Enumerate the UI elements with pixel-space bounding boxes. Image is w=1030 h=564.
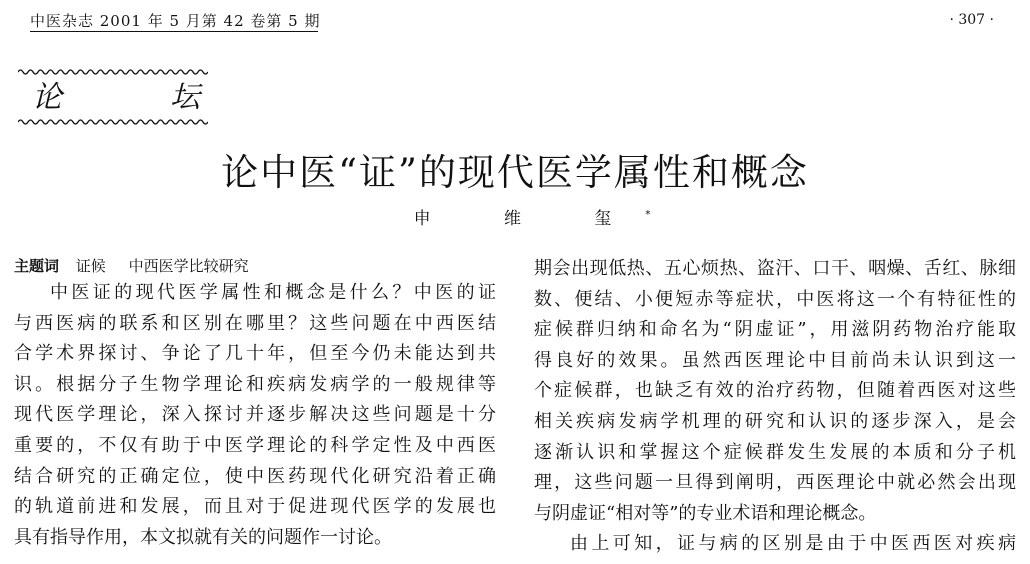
body-text-line: 识。根据分子生物学理论和疾病发病学的一般规律等 bbox=[14, 373, 496, 395]
body-text-line: 合学术界探讨、争论了几十年，但至今仍未能达到共 bbox=[14, 343, 496, 365]
journal-header: 中医杂志 2001 年 5 月第 42 卷第 5 期 bbox=[30, 12, 321, 30]
body-text-line: 与阴虚证“相对等”的专业术语和理论概念。 bbox=[534, 502, 877, 524]
section-label bbox=[32, 82, 200, 114]
body-text-line: 结合研究的正确定位，使中医药现代化研究沿着正确 bbox=[14, 465, 496, 487]
body-text-line: 重要的，不仅有助于中医学理论的科学定性及中西医 bbox=[14, 434, 496, 456]
body-text-line: 理，这些问题一旦得到阐明，西医理论中就必然会出现 bbox=[534, 472, 1016, 494]
body-text-line: 相关疾病发病学机理的研究和认识的逐步深入，是会 bbox=[534, 410, 1016, 432]
body-text-line: 症候群归纳和命名为“阴虚证”，用滋阴药物治疗能取 bbox=[534, 319, 1016, 341]
article-title: 论中医“证”的现代医学属性和概念 bbox=[221, 151, 809, 194]
body-text-line: 中医证的现代医学属性和概念是什么？中医的证 bbox=[50, 282, 496, 303]
body-text-line: 期会出现低热、五心烦热、盗汗、口干、咽燥、舌红、脉细 bbox=[534, 258, 1016, 279]
keyword-item: 证候 bbox=[75, 257, 106, 275]
right-column bbox=[534, 254, 1016, 560]
keywords-label: 主题词 bbox=[14, 257, 60, 275]
section-wave-rule-bottom bbox=[18, 118, 208, 126]
body-text-line: 与西医病的联系和区别在哪里？这些问题在中西医结 bbox=[14, 312, 496, 334]
body-text-line: 由上可知，证与病的区别是由于中医西医对疾病 bbox=[570, 533, 1016, 555]
keywords bbox=[14, 254, 496, 278]
left-column bbox=[14, 254, 496, 553]
keyword-item: 中西医学比较研究 bbox=[128, 257, 249, 275]
body-text-line: 具有指导作用，本文拟就有关的问题作一讨论。 bbox=[14, 526, 392, 548]
body-text-line: 的轨道前进和发展，而且对于促进现代医学的发展也 bbox=[14, 496, 496, 518]
page-number: · 307 · bbox=[949, 12, 994, 28]
article-author bbox=[0, 204, 1030, 229]
author-footnote-mark: * bbox=[645, 209, 651, 221]
body-text-line: 得良好的效果。虽然西医理论中目前尚未认识到这一 bbox=[534, 349, 1016, 371]
header-underline bbox=[30, 31, 318, 32]
body-text-line: 现代医学理论，深入探讨并逐步解决这些问题是十分 bbox=[14, 404, 496, 426]
body-text-line: 个症候群，也缺乏有效的治疗药物，但随着西医对这些 bbox=[534, 380, 1016, 402]
body-text-line: 逐渐认识和掌握这个症候群发生发展的本质和分子机 bbox=[534, 441, 1016, 463]
section-wave-rule-top bbox=[18, 68, 208, 76]
section-label-left: 论 bbox=[32, 80, 62, 115]
body-text-line: 数、便结、小便短赤等症状，中医将这一个有特征性的 bbox=[534, 288, 1016, 310]
author-name: 申 维 玺 bbox=[413, 209, 646, 229]
section-label-right: 坛 bbox=[170, 80, 200, 115]
